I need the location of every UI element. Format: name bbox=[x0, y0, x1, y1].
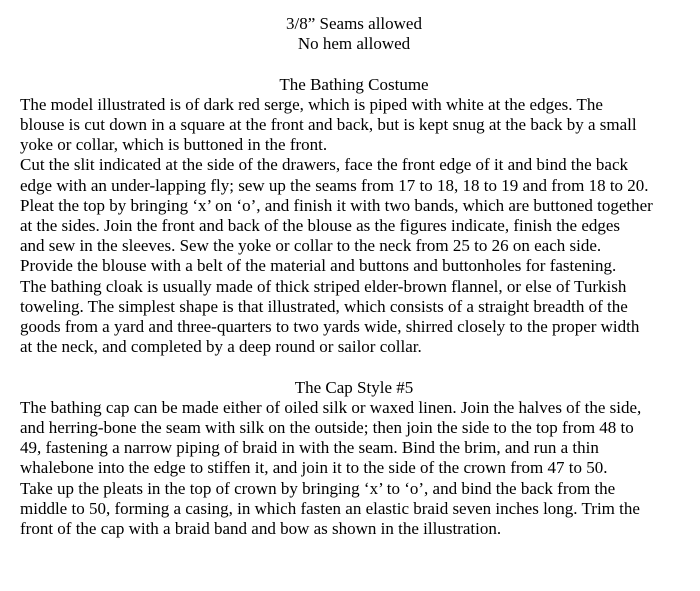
body-line: whalebone into the edge to stiffen it, and join it to the side of the crown from 47 to 50. bbox=[20, 458, 608, 478]
cap-style-heading: The Cap Style #5 bbox=[294, 377, 414, 397]
cap-style-body bbox=[20, 398, 688, 539]
body-line: toweling. The simplest shape is that illustrated, which consists of a straight breadth of the bbox=[20, 296, 628, 316]
seam-allowance-note: 3/8” Seams allowed bbox=[286, 14, 422, 33]
body-line: Take up the pleats in the top of crown by bringing ‘x’ to ‘o’, and bind the back from the bbox=[20, 478, 616, 498]
document-page bbox=[20, 14, 688, 539]
body-line: goods from a yard and three-quarters to two yards wide, shirred closely to the proper width bbox=[20, 317, 640, 337]
body-line: The bathing cloak is usually made of thick striped elder-brown flannel, or else of Turkish bbox=[20, 276, 627, 296]
body-line: and sew in the sleeves. Sew the yoke or collar to the neck from 25 to 26 on each side. bbox=[20, 236, 602, 256]
body-line: at the sides. Join the front and back of the blouse as the figures indicate, finish the edges bbox=[20, 216, 621, 236]
blank-line bbox=[20, 357, 688, 377]
body-line: edge with an under-lapping fly; sew up the seams from 17 to 18, 18 to 19 and from 18 to 20. bbox=[20, 175, 649, 195]
body-line: The model illustrated is of dark red serge, which is piped with white at the edges. The bbox=[20, 94, 603, 114]
body-line: Pleat the top by bringing ‘x’ on ‘o’, and finish it with two bands, which are buttoned together bbox=[20, 195, 653, 215]
body-line: and herring-bone the seam with silk on the outside; then join the side to the top from 48 to bbox=[20, 418, 634, 438]
bathing-costume-heading: The Bathing Costume bbox=[279, 74, 429, 94]
bathing-costume-body bbox=[20, 95, 688, 358]
body-line: middle to 50, forming a casing, in which fasten an elastic braid seven inches long. Trim the bbox=[20, 498, 640, 518]
body-line: 49, fastening a narrow piping of braid in with the seam. Bind the brim, and run a thin bbox=[20, 438, 599, 458]
body-line: Provide the blouse with a belt of the material and buttons and buttonholes for fastening. bbox=[20, 256, 617, 276]
body-line: at the neck, and completed by a deep round or sailor collar. bbox=[20, 337, 422, 357]
body-line: front of the cap with a braid band and bow as shown in the illustration. bbox=[20, 519, 502, 539]
body-line: The bathing cap can be made either of oiled silk or waxed linen. Join the halves of the side, bbox=[20, 397, 642, 417]
hem-allowance-note: No hem allowed bbox=[297, 34, 411, 54]
body-line: yoke or collar, which is buttoned in the front. bbox=[20, 135, 328, 155]
blank-line bbox=[20, 54, 688, 74]
body-line: blouse is cut down in a square at the front and back, but is kept snug at the back by a small bbox=[20, 115, 637, 134]
body-line: Cut the slit indicated at the side of the drawers, face the front edge of it and bind the back bbox=[20, 155, 629, 175]
